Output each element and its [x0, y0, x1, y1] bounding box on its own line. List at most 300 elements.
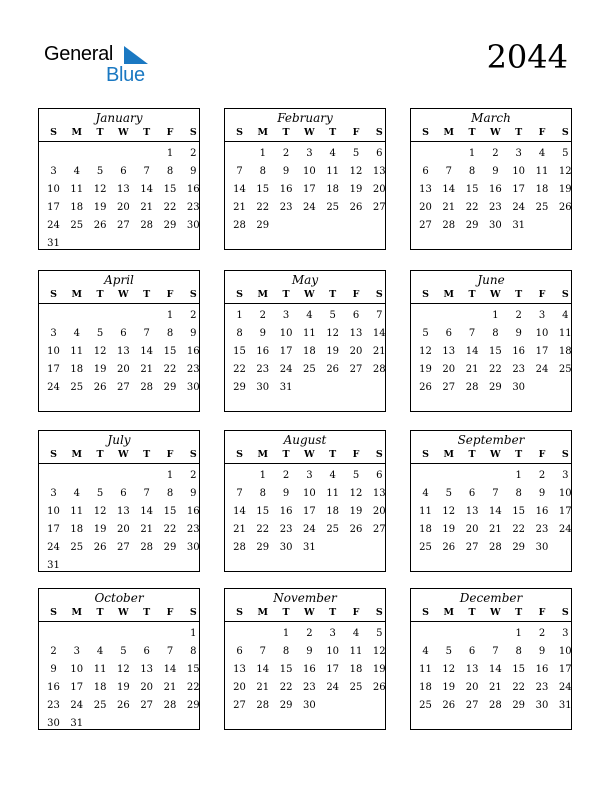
weekday-header — [39, 449, 199, 461]
weekday-label: W — [304, 449, 315, 460]
header-divider — [411, 463, 571, 464]
day-cell: 18 — [70, 202, 84, 213]
day-cell: 18 — [349, 664, 363, 675]
day-cell: 13 — [372, 488, 386, 499]
day-cell: 29 — [512, 542, 526, 553]
month-may — [224, 270, 386, 412]
weekday-label: S — [50, 449, 57, 460]
day-cell: 27 — [372, 524, 386, 535]
day-cell: 19 — [349, 506, 363, 517]
weekday-label: M — [71, 127, 83, 138]
day-cell: 8 — [190, 646, 197, 657]
day-cell: 1 — [259, 148, 266, 159]
day-cell: 11 — [70, 346, 84, 357]
day-cell: 31 — [512, 220, 526, 231]
day-cell: 21 — [233, 524, 246, 535]
day-cell: 15 — [233, 346, 246, 357]
day-cell: 14 — [489, 664, 502, 675]
day-cell: 4 — [306, 310, 313, 321]
header-divider — [39, 463, 199, 464]
day-cell: 28 — [489, 542, 502, 553]
day-cell: 11 — [326, 488, 340, 499]
weekday-label: M — [443, 607, 455, 618]
day-cell: 28 — [233, 220, 246, 231]
weekday-label: S — [236, 127, 243, 138]
day-cell: 1 — [468, 148, 476, 159]
day-cell: 16 — [279, 506, 293, 517]
day-cell: 17 — [326, 664, 340, 675]
day-cell: 21 — [140, 524, 154, 535]
weekday-label: M — [71, 289, 83, 300]
day-cell: 19 — [442, 524, 456, 535]
day-cell: 13 — [465, 506, 479, 517]
day-cell: 6 — [468, 488, 476, 499]
weekday-label: S — [561, 607, 569, 618]
day-cell: 15 — [279, 664, 293, 675]
day-cell: 22 — [256, 524, 270, 535]
day-cell: 26 — [442, 542, 456, 553]
day-cell: 21 — [489, 682, 502, 693]
day-cell: 16 — [279, 184, 293, 195]
day-cell: 16 — [186, 506, 200, 517]
header-divider — [39, 621, 199, 622]
weekday-label: W — [304, 289, 315, 300]
month-september — [410, 430, 572, 572]
month-name: May — [291, 273, 319, 287]
weekday-label: T — [143, 449, 151, 460]
day-cell: 4 — [96, 646, 104, 657]
day-cell: 6 — [445, 328, 452, 339]
weekday-label: T — [282, 449, 290, 460]
weekday-label: W — [118, 607, 129, 618]
day-cell: 4 — [422, 488, 429, 499]
day-cell: 21 — [163, 682, 177, 693]
day-cell: 1 — [492, 310, 499, 321]
day-cell: 19 — [93, 202, 107, 213]
day-cell: 12 — [93, 506, 107, 517]
day-cell: 4 — [562, 310, 569, 321]
day-cell: 13 — [419, 184, 432, 195]
weekday-label: S — [561, 449, 569, 460]
day-cell: 12 — [419, 346, 432, 357]
weekday-label: T — [515, 607, 523, 618]
day-cell: 13 — [442, 346, 456, 357]
day-cell: 23 — [186, 364, 200, 375]
weekday-header — [225, 607, 385, 619]
day-cell: 23 — [186, 524, 200, 535]
month-name: August — [283, 433, 327, 447]
weekday-header — [225, 127, 385, 139]
month-name: March — [471, 111, 511, 125]
day-cell: 31 — [303, 542, 316, 553]
day-cell: 15 — [512, 664, 526, 675]
day-cell: 21 — [140, 202, 154, 213]
day-cell: 9 — [306, 646, 313, 657]
day-cell: 5 — [445, 646, 452, 657]
day-cell: 14 — [140, 346, 154, 357]
day-cell: 4 — [422, 646, 429, 657]
weekday-header — [411, 289, 571, 301]
day-cell: 15 — [186, 664, 200, 675]
weekday-label: S — [50, 607, 57, 618]
day-cell: 10 — [47, 506, 60, 517]
day-cell: 3 — [562, 470, 569, 481]
header-divider — [39, 303, 199, 304]
month-name: December — [459, 591, 523, 605]
month-name: October — [94, 591, 144, 605]
day-cell: 26 — [372, 682, 386, 693]
weekday-label: S — [561, 127, 569, 138]
day-cell: 22 — [233, 364, 246, 375]
day-cell: 8 — [166, 488, 174, 499]
day-cell: 6 — [376, 470, 383, 481]
day-cell: 20 — [419, 202, 432, 213]
day-cell: 18 — [70, 524, 84, 535]
day-cell: 28 — [256, 700, 270, 711]
day-cell: 13 — [117, 506, 130, 517]
weekday-label: F — [538, 127, 546, 138]
day-cell: 2 — [190, 310, 197, 321]
day-cell: 31 — [279, 382, 293, 393]
weekday-header — [411, 449, 571, 461]
day-cell: 7 — [143, 166, 150, 177]
day-cell: 20 — [117, 524, 130, 535]
day-cell: 20 — [372, 506, 386, 517]
weekday-label: T — [515, 449, 523, 460]
day-cell: 2 — [538, 628, 546, 639]
day-cell: 20 — [233, 682, 246, 693]
day-cell: 31 — [70, 718, 84, 729]
day-cell: 29 — [233, 382, 246, 393]
month-name: July — [107, 433, 131, 447]
day-cell: 18 — [326, 184, 340, 195]
day-cell: 9 — [515, 328, 522, 339]
day-cell: 2 — [259, 310, 266, 321]
day-cell: 15 — [163, 346, 177, 357]
day-cell: 23 — [186, 202, 200, 213]
day-cell: 29 — [186, 700, 200, 711]
weekday-label: M — [71, 449, 83, 460]
day-cell: 8 — [515, 488, 522, 499]
month-july — [38, 430, 200, 572]
day-cell: 15 — [256, 184, 270, 195]
day-cell: 16 — [47, 682, 60, 693]
weekday-label: S — [422, 127, 429, 138]
month-name: April — [104, 273, 134, 287]
day-cell: 10 — [558, 646, 572, 657]
day-cell: 2 — [282, 470, 290, 481]
day-cell: 7 — [376, 310, 383, 321]
weekday-label: F — [352, 127, 360, 138]
day-cell: 27 — [117, 382, 130, 393]
day-cell: 7 — [236, 488, 243, 499]
day-cell: 26 — [349, 524, 363, 535]
weekday-header — [39, 607, 199, 619]
weekday-header — [411, 127, 571, 139]
day-cell: 24 — [303, 524, 316, 535]
day-cell: 25 — [70, 220, 84, 231]
weekday-header — [225, 449, 385, 461]
weekday-label: T — [96, 607, 104, 618]
day-cell: 19 — [442, 682, 456, 693]
weekday-label: S — [50, 289, 57, 300]
weekday-label: T — [282, 289, 290, 300]
day-cell: 22 — [256, 202, 270, 213]
day-cell: 8 — [259, 166, 266, 177]
day-cell: 2 — [50, 646, 57, 657]
weekday-label: S — [375, 607, 383, 618]
day-cell: 4 — [538, 148, 546, 159]
weekday-label: T — [143, 289, 151, 300]
day-cell: 29 — [489, 382, 502, 393]
day-cell: 9 — [190, 166, 197, 177]
day-cell: 14 — [442, 184, 456, 195]
day-cell: 3 — [282, 310, 290, 321]
day-cell: 31 — [558, 700, 572, 711]
weekday-label: T — [515, 289, 523, 300]
day-cell: 10 — [535, 328, 549, 339]
day-cell: 15 — [489, 346, 502, 357]
weekday-label: M — [443, 127, 455, 138]
day-cell: 17 — [303, 184, 316, 195]
weekday-label: T — [329, 289, 337, 300]
weekday-label: T — [468, 607, 476, 618]
day-cell: 11 — [419, 506, 432, 517]
weekday-label: S — [561, 289, 569, 300]
day-cell: 5 — [422, 328, 429, 339]
day-cell: 6 — [376, 148, 383, 159]
weekday-label: F — [538, 449, 546, 460]
day-cell: 4 — [73, 328, 80, 339]
day-cell: 12 — [372, 646, 386, 657]
day-cell: 17 — [558, 506, 572, 517]
day-cell: 21 — [372, 346, 386, 357]
day-cell: 19 — [419, 364, 432, 375]
weekday-label: S — [236, 607, 243, 618]
day-cell: 5 — [96, 488, 104, 499]
day-cell: 4 — [73, 166, 80, 177]
day-cell: 22 — [163, 364, 177, 375]
weekday-label: W — [490, 607, 501, 618]
weekday-label: W — [118, 127, 129, 138]
weekday-label: M — [71, 607, 83, 618]
day-cell: 2 — [492, 148, 499, 159]
day-cell: 17 — [512, 184, 526, 195]
month-name: February — [277, 111, 333, 125]
day-cell: 30 — [279, 542, 293, 553]
day-cell: 13 — [140, 664, 154, 675]
weekday-label: W — [490, 449, 501, 460]
weekday-label: W — [304, 127, 315, 138]
day-cell: 15 — [465, 184, 479, 195]
day-cell: 31 — [47, 560, 60, 571]
day-cell: 30 — [512, 382, 526, 393]
weekday-label: M — [257, 289, 269, 300]
weekday-label: S — [422, 289, 429, 300]
month-name: June — [477, 273, 505, 287]
day-cell: 3 — [515, 148, 522, 159]
day-cell: 26 — [326, 364, 340, 375]
day-cell: 19 — [93, 524, 107, 535]
day-cell: 30 — [186, 220, 200, 231]
day-cell: 9 — [538, 488, 546, 499]
day-cell: 25 — [535, 202, 549, 213]
day-cell: 22 — [279, 682, 293, 693]
day-cell: 3 — [538, 310, 546, 321]
day-cell: 26 — [419, 382, 432, 393]
day-cell: 8 — [515, 646, 522, 657]
day-cell: 9 — [538, 646, 546, 657]
day-cell: 11 — [93, 664, 107, 675]
day-cell: 21 — [256, 682, 270, 693]
day-cell: 28 — [233, 542, 246, 553]
weekday-label: F — [538, 289, 546, 300]
day-cell: 30 — [489, 220, 502, 231]
day-cell: 7 — [445, 166, 452, 177]
weekday-label: W — [490, 289, 501, 300]
day-cell: 10 — [512, 166, 526, 177]
day-cell: 14 — [465, 346, 479, 357]
weekday-label: T — [329, 449, 337, 460]
day-cell: 21 — [489, 524, 502, 535]
day-cell: 21 — [465, 364, 479, 375]
day-cell: 25 — [326, 524, 340, 535]
day-cell: 20 — [465, 524, 479, 535]
month-name: January — [95, 111, 143, 125]
day-cell: 1 — [236, 310, 243, 321]
day-cell: 4 — [352, 628, 360, 639]
day-cell: 17 — [70, 682, 84, 693]
day-cell: 16 — [186, 184, 200, 195]
day-cell: 26 — [93, 220, 107, 231]
month-january — [38, 108, 200, 250]
day-cell: 19 — [326, 346, 340, 357]
weekday-label: S — [422, 607, 429, 618]
day-cell: 2 — [538, 470, 546, 481]
day-cell: 6 — [143, 646, 150, 657]
weekday-label: S — [375, 289, 383, 300]
day-cell: 31 — [47, 238, 60, 249]
day-cell: 12 — [349, 166, 363, 177]
day-cell: 20 — [442, 364, 456, 375]
day-cell: 3 — [50, 328, 57, 339]
header-divider — [225, 621, 385, 622]
day-cell: 10 — [326, 646, 340, 657]
day-cell: 12 — [442, 664, 456, 675]
weekday-label: S — [236, 289, 243, 300]
day-cell: 14 — [372, 328, 386, 339]
day-cell: 5 — [96, 328, 104, 339]
month-october — [38, 588, 200, 730]
weekday-label: W — [490, 127, 501, 138]
day-cell: 20 — [140, 682, 154, 693]
day-cell: 28 — [140, 542, 154, 553]
header-divider — [225, 463, 385, 464]
month-february — [224, 108, 386, 250]
month-march — [410, 108, 572, 250]
day-cell: 30 — [303, 700, 316, 711]
day-cell: 12 — [558, 166, 572, 177]
weekday-label: T — [282, 127, 290, 138]
day-cell: 26 — [117, 700, 130, 711]
day-cell: 14 — [140, 506, 154, 517]
day-cell: 13 — [233, 664, 246, 675]
day-cell: 24 — [279, 364, 293, 375]
weekday-label: F — [352, 289, 360, 300]
day-cell: 24 — [512, 202, 526, 213]
weekday-label: T — [329, 607, 337, 618]
weekday-label: T — [282, 607, 290, 618]
day-cell: 16 — [535, 664, 549, 675]
month-august — [224, 430, 386, 572]
day-cell: 10 — [47, 346, 60, 357]
day-cell: 10 — [70, 664, 84, 675]
weekday-label: T — [143, 127, 151, 138]
day-cell: 17 — [535, 346, 549, 357]
day-cell: 27 — [140, 700, 154, 711]
day-cell: 30 — [47, 718, 60, 729]
day-cell: 8 — [468, 166, 476, 177]
weekday-label: S — [189, 449, 197, 460]
day-cell: 8 — [166, 328, 174, 339]
day-cell: 24 — [558, 682, 572, 693]
day-cell: 21 — [442, 202, 456, 213]
day-cell: 23 — [279, 524, 293, 535]
day-cell: 18 — [326, 506, 340, 517]
day-cell: 19 — [117, 682, 130, 693]
day-cell: 17 — [303, 506, 316, 517]
day-cell: 21 — [233, 202, 246, 213]
day-cell: 5 — [562, 148, 569, 159]
day-cell: 8 — [492, 328, 499, 339]
logo-text-general: General — [44, 43, 114, 65]
day-cell: 27 — [465, 542, 479, 553]
day-cell: 24 — [558, 524, 572, 535]
day-cell: 8 — [166, 166, 174, 177]
weekday-label: T — [96, 449, 104, 460]
day-cell: 13 — [117, 346, 130, 357]
day-cell: 20 — [372, 184, 386, 195]
day-cell: 12 — [93, 184, 107, 195]
weekday-label: T — [329, 127, 337, 138]
day-cell: 23 — [279, 202, 293, 213]
day-cell: 10 — [558, 488, 572, 499]
day-cell: 29 — [163, 220, 177, 231]
day-cell: 23 — [489, 202, 502, 213]
day-cell: 9 — [492, 166, 499, 177]
weekday-label: S — [375, 449, 383, 460]
header-divider — [411, 303, 571, 304]
weekday-label: S — [236, 449, 243, 460]
day-cell: 29 — [163, 542, 177, 553]
day-cell: 23 — [256, 364, 270, 375]
day-cell: 28 — [163, 700, 177, 711]
weekday-label: W — [304, 607, 315, 618]
day-cell: 24 — [47, 542, 60, 553]
day-cell: 6 — [120, 166, 127, 177]
day-cell: 23 — [303, 682, 316, 693]
day-cell: 10 — [303, 166, 316, 177]
day-cell: 22 — [465, 202, 479, 213]
day-cell: 17 — [47, 202, 60, 213]
day-cell: 14 — [233, 184, 246, 195]
day-cell: 24 — [47, 382, 60, 393]
header-divider — [411, 141, 571, 142]
day-cell: 5 — [120, 646, 127, 657]
month-name: September — [457, 433, 525, 447]
day-cell: 27 — [117, 542, 130, 553]
weekday-label: S — [50, 127, 57, 138]
